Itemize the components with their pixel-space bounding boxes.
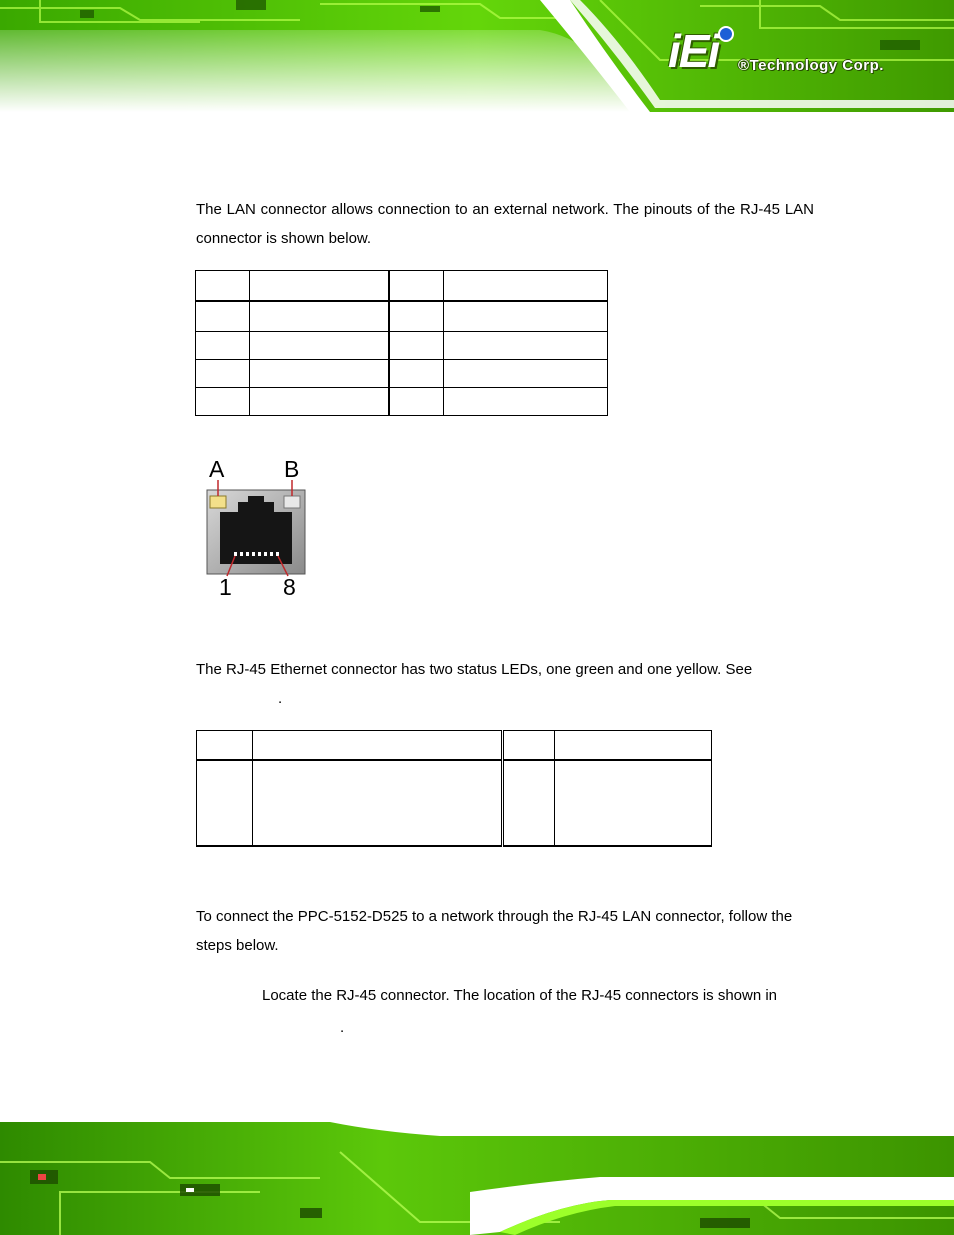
led-paragraph (196, 655, 814, 684)
table-cell (197, 731, 253, 760)
table-cell (389, 360, 444, 388)
connect-paragraph: To connect the PPC-5152-D525 to a network through the RJ-45 LAN connector, follow the steps below. (196, 908, 793, 954)
table-cell (250, 388, 390, 416)
rj45-connector-figure (196, 456, 316, 604)
logo-dot-icon (718, 26, 734, 42)
table-cell (197, 760, 253, 846)
table-cell (389, 271, 444, 301)
table-cell (196, 332, 250, 360)
figure-label-b: B (284, 456, 300, 482)
step-1-end: . (340, 1019, 345, 1036)
table-cell (250, 271, 390, 301)
table-row (197, 731, 712, 760)
table-row (196, 271, 608, 301)
led-paragraph-text: The RJ-45 Ethernet connector has two status LEDs, one green and one yellow. See (196, 661, 753, 678)
table-cell (196, 360, 250, 388)
led-b-white (284, 496, 300, 508)
table-cell (389, 301, 444, 332)
table-cell (555, 760, 712, 846)
table-cell (196, 388, 250, 416)
table-cell (444, 360, 608, 388)
table-cell (503, 760, 555, 846)
led-paragraph-end: . (278, 690, 283, 707)
table-cell (250, 360, 390, 388)
logo-iei-text: iEi (668, 25, 719, 77)
table-cell (253, 760, 503, 846)
table-cell (389, 388, 444, 416)
lan-intro-paragraph: The LAN connector allows connection to an external network. The pinouts of the RJ-45 LAN connector is shown below. (196, 201, 814, 247)
table-cell (444, 301, 608, 332)
table-cell (444, 388, 608, 416)
table-cell (196, 301, 250, 332)
table-row (197, 760, 712, 846)
table-cell (503, 731, 555, 760)
lan-pinout-table (195, 270, 608, 416)
table-cell (250, 332, 390, 360)
table-row (196, 388, 608, 416)
figure-label-pin-8: 8 (283, 574, 296, 600)
footer-circuit-banner (0, 1122, 954, 1235)
step-1-text: Locate the RJ-45 connector. The location of the RJ-45 connectors is shown in (262, 987, 778, 1004)
figure-label-pin-1: 1 (219, 574, 232, 600)
table-cell (555, 731, 712, 760)
company-logo (668, 26, 938, 82)
table-cell (250, 301, 390, 332)
led-status-table (196, 730, 712, 847)
figure-label-a: A (209, 456, 225, 482)
table-cell (444, 271, 608, 301)
table-row (196, 332, 608, 360)
logo-company-name: ®Technology Corp. (738, 57, 884, 74)
table-cell (389, 332, 444, 360)
led-a-yellow (210, 496, 226, 508)
table-cell (253, 731, 503, 760)
table-row (196, 301, 608, 332)
table-cell (196, 271, 250, 301)
table-cell (444, 332, 608, 360)
table-row (196, 360, 608, 388)
